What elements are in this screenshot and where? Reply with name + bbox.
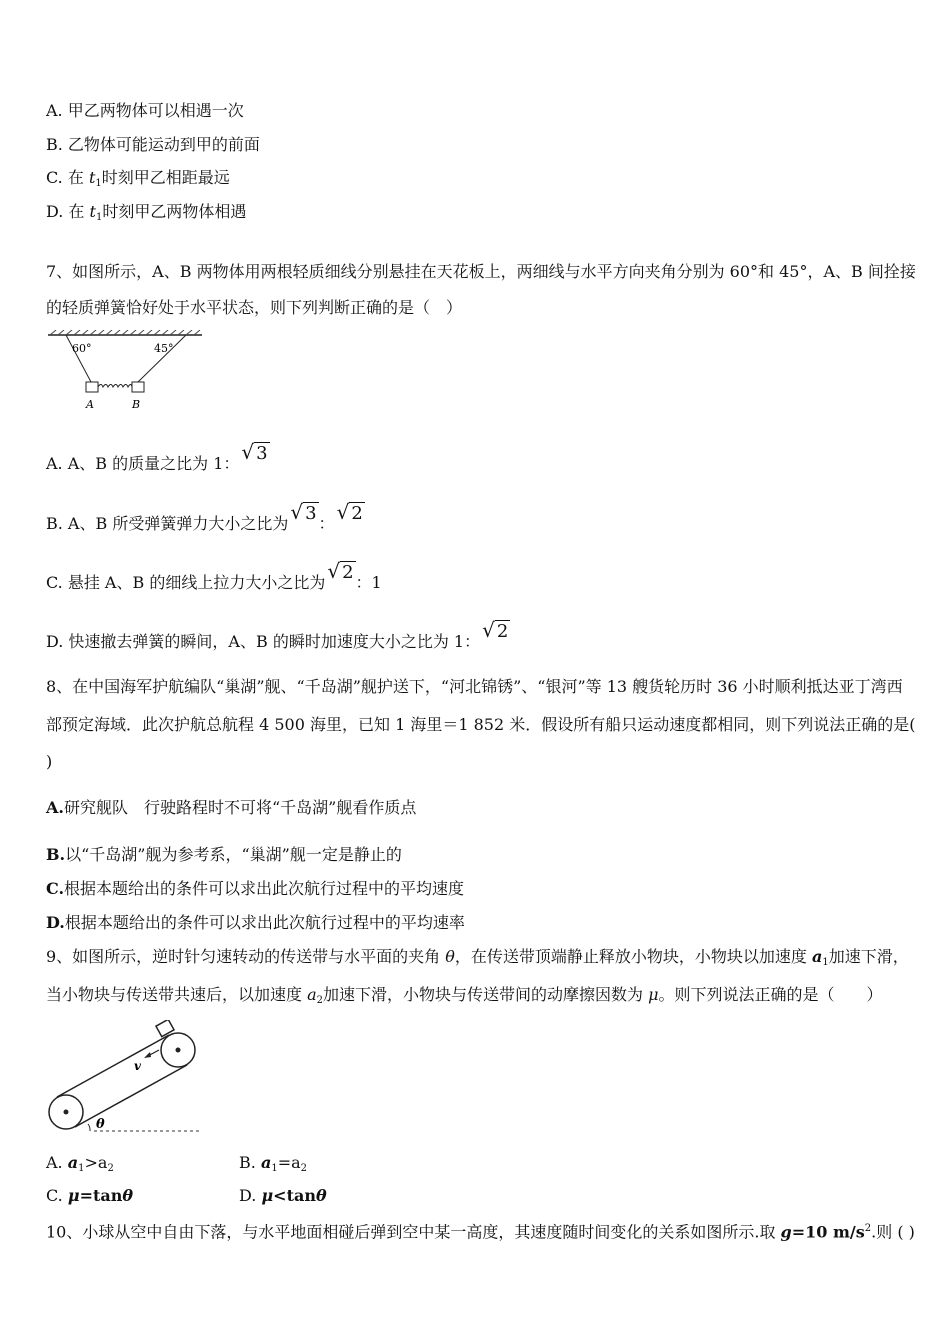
q7-option-c: C. 悬挂 A、B 的细线上拉力大小之比为 √ 2 ：1 [46,559,382,592]
q7-label-a: A [86,398,94,411]
q6-option-d: D. 在 $t_1$时刻甲乙两物体相遇 [46,202,247,223]
q7-figure [46,330,206,412]
q8-option-d: D.根据本题给出的条件可以求出此次航行过程中的平均速率 [46,913,465,932]
q7-block-a [86,382,98,392]
q10-stem: 10、小球从空中自由下落，与水平地面相碰后弹到空中某一高度，其速度随时间变化的关系如图所示.取 g=10 $m/s^2$.则 ( ) [46,1222,915,1242]
q9-option-a: A. $a_1>a_2$ [46,1153,114,1174]
q7-stem-line2: 的轻质弹簧恰好处于水平状态，则下列判断正确的是（ ） [46,298,463,317]
q7-option-b: B. A、B 所受弹簧弹力大小之比为 √ 3 ： √ 2 [46,500,363,533]
q8-stem-line3: ) [46,752,53,771]
q7-option-a: A. A、B 的质量之比为 1： √ 3 [46,440,268,473]
q9-belt-lower [75,1065,187,1127]
q7-angle-left: 60° [72,342,92,355]
q9-velocity-label: v [134,1059,141,1073]
q8-stem-line2: 部预定海域．此次护航总航程 4 500 海里，已知 1 海里＝1 852 米．假设所有船只运动速度都相同，则下列说法正确的是( [46,715,916,734]
q7-stem-line1: 7、如图所示，A、B 两物体用两根轻质细线分别悬挂在天花板上，两细线与水平方向夹角分别为 60°和 45°，A、B 间拴接 [46,262,916,281]
q9-stem-line1: 9、如图所示，逆时针匀速转动的传送带与水平面的夹角 θ，在传送带顶端静止释放小物块，小物块以加速度 $a_1$加速下滑， [46,947,909,968]
q9-stem-line2: 当小物块与传送带共速后，以加速度 $a_2$加速下滑，小物块与传送带间的动摩擦因数为 μ。则下列说法正确的是（ ） [46,985,883,1006]
q7-option-d: D. 快速撤去弹簧的瞬间，A、B 的瞬时加速度大小之比为 1： √ 2 [46,618,509,651]
q6-option-c: C. 在 $t_1$时刻甲乙相距最远 [46,168,230,189]
q9-belt-upper [57,1035,169,1097]
q7-label-b: B [132,398,141,411]
q9-option-d: D. μ<tanθ [239,1186,327,1205]
q8-option-a: A.研究舰队 行驶路程时不可将“千岛湖”舰看作质点 [46,798,417,817]
q7-block-b [132,382,144,392]
q7-angle-right: 45° [154,342,174,355]
q7-spring [98,385,132,388]
q9-figure [46,1020,206,1136]
q9-option-c: C. μ=tanθ [46,1186,134,1205]
q6-option-b: B. 乙物体可能运动到甲的前面 [46,135,260,154]
q9-angle-label: θ [96,1117,105,1132]
q8-option-c: C.根据本题给出的条件可以求出此次航行过程中的平均速度 [46,879,465,898]
q8-stem-line1: 8、在中国海军护航编队“巢湖”舰、“千岛湖”舰护送下，“河北锦锈”、“银河”等 13 艘货轮历时 36 小时顺利抵达亚丁湾西 [46,677,903,696]
q8-option-b: B.以“千岛湖”舰为参考系，“巢湖”舰一定是静止的 [46,845,402,864]
q6-option-a: A. 甲乙两物体可以相遇一次 [46,101,244,120]
q9-option-b: B. $a_1=a_2$ [239,1153,308,1174]
